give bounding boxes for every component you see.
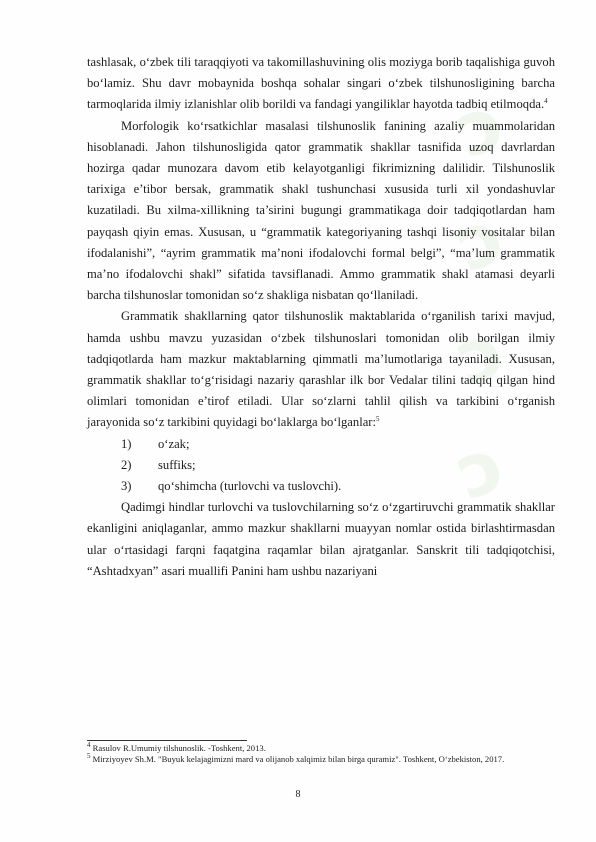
- footnote-mark: 4: [87, 741, 91, 750]
- list-item-text: suffiks;: [158, 457, 196, 472]
- list-item: [87, 434, 555, 455]
- paragraph-1: tashlasak, o‘zbek tili taraqqiyoti va takomillashuvining olis moziyga borib taqalishiga guvoh bo‘lamiz. Shu davr mobaynida boshqa sohalar singari o‘zbek tilshunosligining barcha tarmoqlarida ilmiy izlanishlar olib borildi va fandagi yangiliklar hayotda tadbiq etilmoqda.$^4$: [87, 55, 555, 112]
- watermark: ↄ ↄ ↄ ↄ: [444, 79, 516, 517]
- footnote: $^4$ Rasulov R.Umumiy tilshunoslik. -Toshkent, 2013.: [87, 741, 266, 753]
- paragraph-4: Qadimgi hindlar turlovchi va tuslovchilarning so‘z o‘zgartiruvchi grammatik shakllar ekanligini aniqlaganlar, ammo mazkur shakllarni muayyan nomlar ostida birlashtirmasdan ular o‘rtasidagi farqni faqatgina raqamlar bilan ajratganlar. Sanskrit tili tadqiqotchisi, “Ashtadxyan” asari muallifi Panini ham ushbu nazariyani: [87, 500, 555, 578]
- paragraph-3: Grammatik shakllarning qator tilshunoslik maktablarida o‘rganilish tarixi mavjud, hamda ushbu mavzu yuzasidan o‘zbek tilshunoslari tomonidan olib borilgan ilmiy tadqiqotlarda ham mazkur maktablarning qimmatli ma’lumotlariga tayaniladi. Xususan, grammatik shakllar to‘g‘risidagi nazariy qarashlar ilk bor Vedalar tilini tadqiq qilgan hind olimlari tomonidan e’tirof etiladi. Ular so‘zlarni tahlil qilish va tarkibini o‘rganish jarayonida so‘z tarkibini quyidagi bo‘laklarga bo‘lganlar:$^5$: [87, 309, 555, 430]
- footnote-ref-5[interactable]: 5: [375, 415, 380, 424]
- body-text: [87, 52, 555, 582]
- footnotes: [87, 743, 555, 764]
- page-number: 8: [295, 789, 301, 800]
- footnote: $^5$ Mirziyoyev Sh.M. "Buyuk kelajagimizni mard va olijanob xalqimiz bilan birga quramiz". Toshkent, O‘zbekiston, 2017.: [87, 751, 505, 764]
- list-item-text: o‘zak;: [158, 436, 190, 451]
- list-item: [87, 455, 555, 476]
- list-item-number: 3): [121, 479, 132, 494]
- list-item-text: qo‘shimcha (turlovchi va tuslovchi).: [158, 479, 342, 494]
- footnote-mark: 5: [87, 751, 91, 760]
- footnote-ref-4[interactable]: 4: [544, 97, 548, 106]
- list-item: [87, 476, 555, 497]
- footnote-divider: [87, 740, 247, 741]
- word-parts-list: [87, 434, 555, 498]
- list-item-number: 1): [121, 436, 132, 451]
- list-item-number: 2): [121, 457, 132, 472]
- paragraph-2: Morfologik ko‘rsatkichlar masalasi tilshunoslik fanining azaliy muammolaridan hisoblanadi. Jahon tilshunosligida qator grammatik shakllar tasnifida uzoq davrlardan hozirga qadar munozara davom etib kelayotganligi fikrimizning dalilidir. Tilshunoslik tarixiga e’tibor bersak, grammatik shakl tushunchasi xususida turli xil yondashuvlar kuzatiladi. Bu xilma-xillikning ta’sirini bugungi grammatikaga doir tadqiqotlardan ham payqash qiyin emas. Xususan, u “grammatik kategoriyaning tashqi lisoniy vositalar bilan ifodalanishi”, “ayrim grammatik ma’noni ifodalovchi formal belgi”, “ma’lum grammatik ma’no ifodalovchi shakl” sifatida tavsiflanadi. Ammo grammatik shakl atamasi deyarli barcha tilshunoslar tomonidan so‘z shakliga nisbatan qo‘llaniladi.: [87, 118, 555, 303]
